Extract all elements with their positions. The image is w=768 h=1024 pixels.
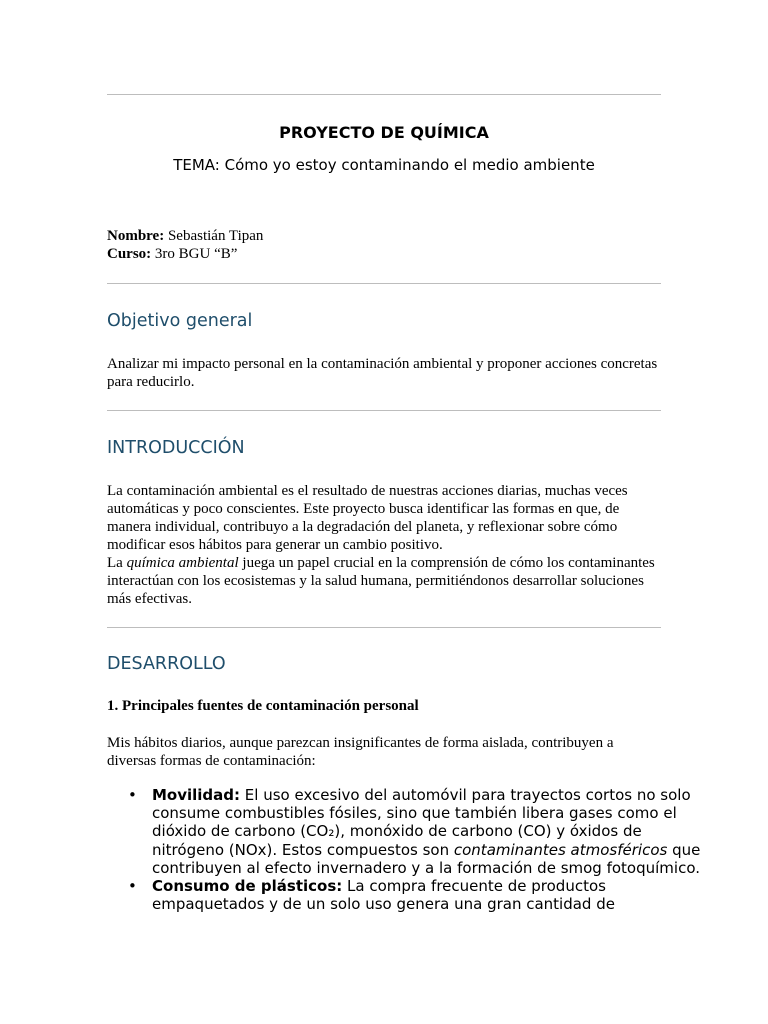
- list-item-movilidad: [152, 786, 706, 877]
- nombre-value: Sebastián Tipan: [167, 228, 264, 244]
- document-subtitle: TEMA: Cómo yo estoy contaminando el medio ambiente: [173, 156, 595, 174]
- objetivo-text: Analizar mi impacto personal en la contaminación ambiental y proponer acciones concretas para reducirlo.: [107, 356, 658, 390]
- desarrollo-subheading: 1. Principales fuentes de contaminación personal: [107, 698, 419, 714]
- contaminantes-atmosfericos-em: contaminantes atmosféricos: [453, 840, 668, 859]
- movilidad-label: Movilidad:: [152, 786, 241, 804]
- document-title: PROYECTO DE QUÍMICA: [279, 123, 489, 142]
- introduccion-text-2-pre: La: [107, 555, 127, 571]
- introduccion-paragraph: [107, 482, 661, 608]
- plasticos-label: Consumo de plásticos:: [152, 877, 343, 896]
- curso-line: [107, 245, 263, 263]
- desarrollo-intro: Mis hábitos diarios, aunque parezcan insignificantes de forma aislada, contribuyen a diversas formas de contaminación:: [107, 735, 614, 769]
- plasticos-text: La compra frecuente de productos empaquetados y de un solo uso genera una gran cantidad de: [152, 877, 615, 914]
- divider-2: [107, 410, 661, 411]
- nombre-line: [107, 227, 263, 245]
- movilidad-text-end: que contribuyen al efecto invernadero y a la formación de smog fotoquímico.: [152, 840, 701, 877]
- divider-3: [107, 627, 661, 628]
- list-item-plasticos: [152, 877, 706, 913]
- introduccion-heading: INTRODUCCIÓN: [107, 438, 245, 458]
- curso-value: 3ro BGU “B”: [154, 246, 238, 262]
- student-info: [107, 227, 263, 263]
- nombre-label: Nombre:: [107, 228, 165, 244]
- desarrollo-heading: DESARROLLO: [107, 654, 226, 674]
- introduccion-text-2-post: juega un papel crucial en la comprensión de cómo los contaminantes interactúan con los ecosistemas y la salud humana, permitiéndonos desarrollar soluciones más efectivas.: [107, 555, 655, 607]
- contamination-sources-list: [107, 786, 706, 913]
- divider-1: [107, 283, 661, 284]
- introduccion-text-2: [107, 554, 661, 608]
- quimica-ambiental-em: química ambiental: [126, 555, 239, 571]
- curso-label: Curso:: [107, 246, 152, 262]
- top-divider: [107, 94, 661, 95]
- introduccion-text-1: La contaminación ambiental es el resultado de nuestras acciones diarias, muchas veces automáticas y poco conscientes. Este proyecto busca identificar las formas en que, de manera individual, contribuyo a la degradación del planeta, y reflexionar sobre cómo modificar esos hábitos para generar un cambio positivo.: [107, 483, 628, 553]
- objetivo-heading: Objetivo general: [107, 311, 253, 331]
- movilidad-text: El uso excesivo del automóvil para trayectos cortos no solo consume combustibles fósiles, sino que también libera gases como el dióxido de carbono (CO₂), monóxido de carbono (CO) y óxidos de nitrógeno (NOx). Estos compuestos son: [152, 786, 691, 859]
